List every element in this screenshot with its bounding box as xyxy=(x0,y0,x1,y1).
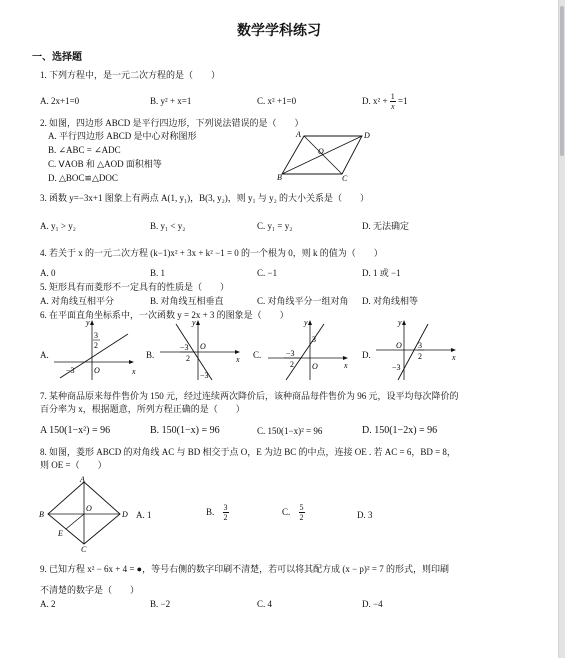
label-a: A xyxy=(80,476,85,484)
page-title: 数学学科练习 xyxy=(237,23,321,39)
svg-text:−3: −3 xyxy=(286,349,295,358)
question-8-option-b: B. $\frac{3}{2}$ xyxy=(206,503,228,522)
question-8-option-a: A. 1 xyxy=(136,510,152,520)
svg-text:−3: −3 xyxy=(200,371,209,380)
question-4-option-d: D. 1 或 −1 xyxy=(362,268,401,278)
svg-text:−3: −3 xyxy=(180,343,189,352)
label-b: B xyxy=(39,510,44,519)
question-7-option-a: A 150(1−x²) = 96 xyxy=(40,425,111,436)
question-2-option-b: B. ∠ABC = ∠ADC xyxy=(48,145,121,155)
question-6-stem: 6. 在平面直角坐标系中，一次函数 y = 2x + 3 的图象是（ ） xyxy=(40,310,289,320)
svg-text:x: x xyxy=(344,361,348,370)
svg-text:x: x xyxy=(132,367,136,376)
label-o: O xyxy=(318,147,324,156)
question-8-option-c: C. $\frac{5}{2}$ xyxy=(282,503,304,522)
question-6-option-b: B. xyxy=(146,350,155,360)
scrollbar-thumb[interactable] xyxy=(560,6,564,156)
question-2-option-a: A. 平行四边形 ABCD 是中心对称图形 xyxy=(48,131,197,141)
svg-text:y: y xyxy=(192,318,196,327)
label-c: C xyxy=(81,545,87,552)
parallelogram-figure xyxy=(276,128,376,182)
question-5-option-a: A. 对角线互相平分 xyxy=(40,296,114,306)
svg-text:3: 3 xyxy=(418,341,422,350)
graph-b xyxy=(158,318,244,382)
vertical-scrollbar[interactable] xyxy=(559,0,565,658)
question-1-option-c: C. x² +1=0 xyxy=(257,96,297,106)
question-5-option-b: B. 对角线互相垂直 xyxy=(150,296,224,306)
svg-text:2: 2 xyxy=(94,341,98,350)
question-8-stem: 8. 如图，菱形 ABCD 的对角线 AC 与 BD 相交于点 O，E 为边 BC 的中点，连接 OE . 若 AC = 6，BD = 8， xyxy=(40,447,456,457)
svg-text:2: 2 xyxy=(290,360,294,369)
question-6-option-c: C. xyxy=(253,350,262,360)
question-1-option-d: D. x² + $\frac{1}{x}$ =1 xyxy=(362,92,408,111)
label-o: O xyxy=(86,504,92,513)
graph-a xyxy=(52,318,138,382)
question-6-option-d: D. xyxy=(362,350,371,360)
svg-text:3: 3 xyxy=(312,335,316,344)
svg-text:2: 2 xyxy=(186,354,190,363)
question-7-option-b: B. 150(1−x) = 96 xyxy=(150,425,220,436)
question-9-stem: 9. 已知方程 x² − 6x + 4 = ●，等号右侧的数字印刷不清楚，若可以将其配方成 (x − p)² = 7 的形式，则印刷 xyxy=(40,564,449,574)
section-heading: 一、选择题 xyxy=(32,52,82,63)
question-3-option-d: D. 无法确定 xyxy=(362,221,409,231)
svg-text:x: x xyxy=(236,355,240,364)
question-7-stem-line2: 百分率为 x，根据题意，所列方程正确的是（ ） xyxy=(40,404,245,414)
svg-text:x: x xyxy=(452,353,456,362)
question-9-option-d: D. −4 xyxy=(362,599,383,609)
question-3-option-c: C. y₁ = y₂ xyxy=(257,221,293,231)
svg-text:2: 2 xyxy=(418,352,422,361)
question-5-stem: 5. 矩形具有而菱形不一定具有的性质是（ ） xyxy=(40,282,230,292)
svg-text:y: y xyxy=(304,318,308,327)
svg-text:O: O xyxy=(94,366,100,375)
svg-text:−3: −3 xyxy=(392,363,401,372)
svg-text:y: y xyxy=(86,318,90,327)
svg-text:−3: −3 xyxy=(66,366,75,375)
svg-text:O: O xyxy=(312,362,318,371)
label-d: D xyxy=(364,131,370,140)
label-c: C xyxy=(342,174,348,182)
question-4-stem: 4. 若关于 x 的一元二次方程 (k−1)x² + 3x + k² −1 = 0 的一个根为 0，则 k 的值为（ ） xyxy=(40,248,383,258)
label-e: E xyxy=(58,529,63,538)
question-4-option-a: A. 0 xyxy=(40,268,56,278)
question-6-option-a: A. xyxy=(40,350,49,360)
graph-c xyxy=(266,318,352,382)
question-7-stem: 7. 某种商品原来每件售价为 150 元，经过连续两次降价后，该种商品每件售价为 96 元，设平均每次降价的 xyxy=(40,391,459,401)
question-2-option-c: C. 𝖵AOB 和 △AOD 面积相等 xyxy=(48,159,162,169)
question-1-stem: 1. 下列方程中，是一元二次方程的是（ ） xyxy=(40,70,221,80)
question-5-option-d: D. 对角线相等 xyxy=(362,296,418,306)
svg-text:O: O xyxy=(200,342,206,351)
question-8-option-d: D. 3 xyxy=(357,510,373,520)
question-9-stem-line2: 不清楚的数字是（ ） xyxy=(40,585,140,595)
question-2-option-d: D. △BOC≌△DOC xyxy=(48,173,118,183)
question-7-option-c: C. 150(1−x)² = 96 xyxy=(257,426,323,436)
question-8-stem-line2: 则 OE =（ ） xyxy=(40,460,107,470)
question-3-option-b: B. y₁ < y₂ xyxy=(150,221,186,231)
label-a: A xyxy=(296,130,301,139)
question-7-option-d: D. 150(1−2x) = 96 xyxy=(362,425,438,436)
question-9-option-c: C. 4 xyxy=(257,599,273,609)
question-3-option-a: A. y₁ > y₂ xyxy=(40,221,76,231)
question-4-option-c: C. −1 xyxy=(257,268,278,278)
svg-text:O: O xyxy=(396,341,402,350)
question-9-option-b: B. −2 xyxy=(150,599,171,609)
question-1-option-b: B. y² + x=1 xyxy=(150,96,192,106)
question-4-option-b: B. 1 xyxy=(150,268,166,278)
label-b: B xyxy=(277,173,282,182)
svg-text:3: 3 xyxy=(94,331,98,340)
svg-text:y: y xyxy=(398,318,402,327)
question-5-option-c: C. 对角线平分一组对角 xyxy=(257,296,349,306)
label-d: D xyxy=(122,510,128,519)
graph-d xyxy=(374,318,460,382)
rhombus-figure xyxy=(38,476,134,552)
question-3-stem: 3. 函数 y=−3x+1 图象上有两点 A(1, y₁)，B(3, y₂)，则 y₁ 与 y₂ 的大小关系是（ ） xyxy=(40,193,370,203)
question-1-option-a: A. 2x+1=0 xyxy=(40,96,80,106)
question-2-stem: 2. 如图，四边形 ABCD 是平行四边形，下列说法错误的是（ ） xyxy=(40,118,304,128)
question-9-option-a: A. 2 xyxy=(40,599,56,609)
